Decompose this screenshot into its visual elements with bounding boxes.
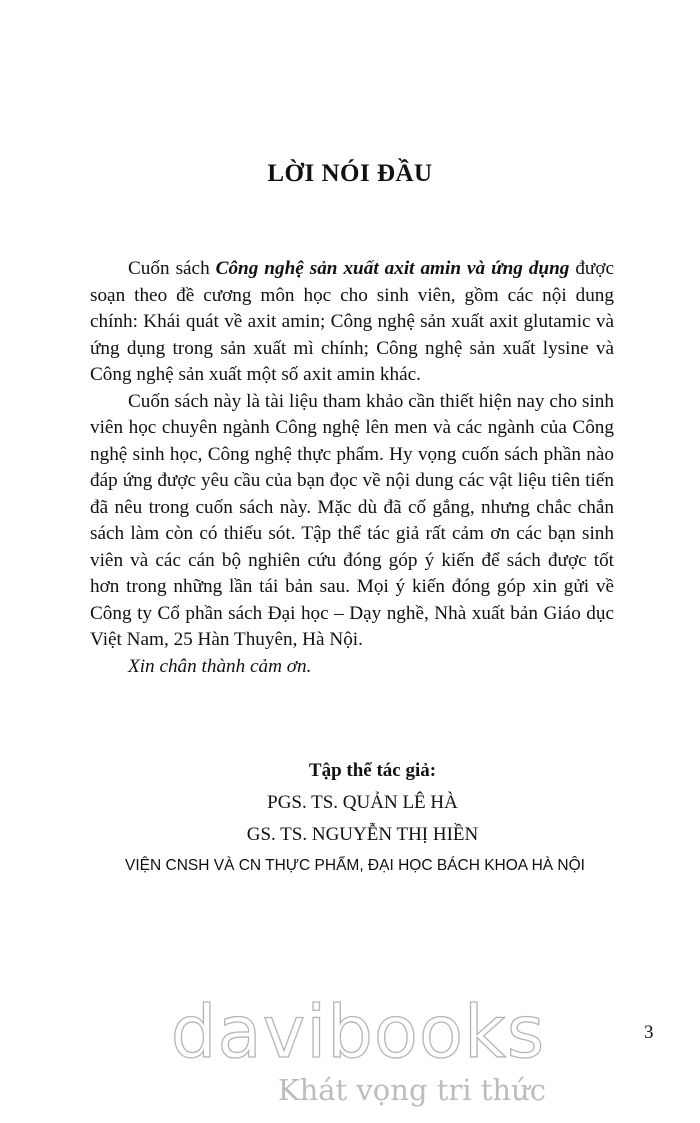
thanks-line: Xin chân thành cảm ơn.: [128, 655, 312, 677]
page-number: 3: [644, 1022, 654, 1043]
author-2: GS. TS. NGUYỄN THỊ HIỀN: [246, 824, 479, 845]
page-title: LỜI NÓI ĐẦU: [267, 160, 433, 187]
watermark: [148, 992, 568, 1108]
watermark-brand: davibooks: [170, 990, 546, 1074]
author-1: PGS. TS. QUẢN LÊ HÀ: [267, 792, 458, 813]
paragraph-1-lead: Cuốn sách: [128, 258, 216, 279]
signature-block: [0, 755, 700, 881]
paragraph-1-rest: được soạn theo đề cương môn học cho sinh viên, gồm các nội dung chính: Khái quát về axit amin; Công nghệ sản xuất axit glutamic và ứng dụng trong sản xuất mì chính; Công nghệ sản xuất lysine và Công nghệ sản xuất một số axit amin khác.: [90, 258, 614, 385]
preface-paragraph-2: Cuốn sách này là tài liệu tham khảo cần thiết hiện nay cho sinh viên học chuyên ngành Công nghệ lên men và các ngành của Công nghệ sinh học, Công nghệ thực phẩm. Hy vọng cuốn sách phần nào đáp ứng được yêu cầu của bạn đọc về nội dung các vật liệu tiên tiến đã nêu trong cuốn sách này. Mặc dù đã cố gắng, nhưng chắc chắn sách làm còn có thiếu sót. Tập thể tác giả rất cảm ơn các bạn sinh viên và các cán bộ nghiên cứu đóng góp ý kiến để sách được tốt hơn trong những lần tái bản sau. Mọi ý kiến đóng góp xin gửi về Công ty Cổ phần sách Đại học – Dạy nghề, Nhà xuất bản Giáo dục Việt Nam, 25 Hàn Thuyên, Hà Nội.: [90, 390, 614, 650]
book-title-emphasis: Công nghệ sản xuất axit amin và ứng dụng: [215, 258, 570, 279]
signature-heading: Tập thể tác giả:: [308, 760, 437, 781]
preface-paragraph-1: [90, 256, 614, 389]
preface-body: [90, 256, 614, 680]
author-affiliation: VIỆN CNSH VÀ CN THỰC PHẨM, ĐẠI HỌC BÁCH KHOA HÀ NỘI: [125, 857, 585, 874]
watermark-slogan: Khát vọng tri thức: [277, 1073, 546, 1107]
